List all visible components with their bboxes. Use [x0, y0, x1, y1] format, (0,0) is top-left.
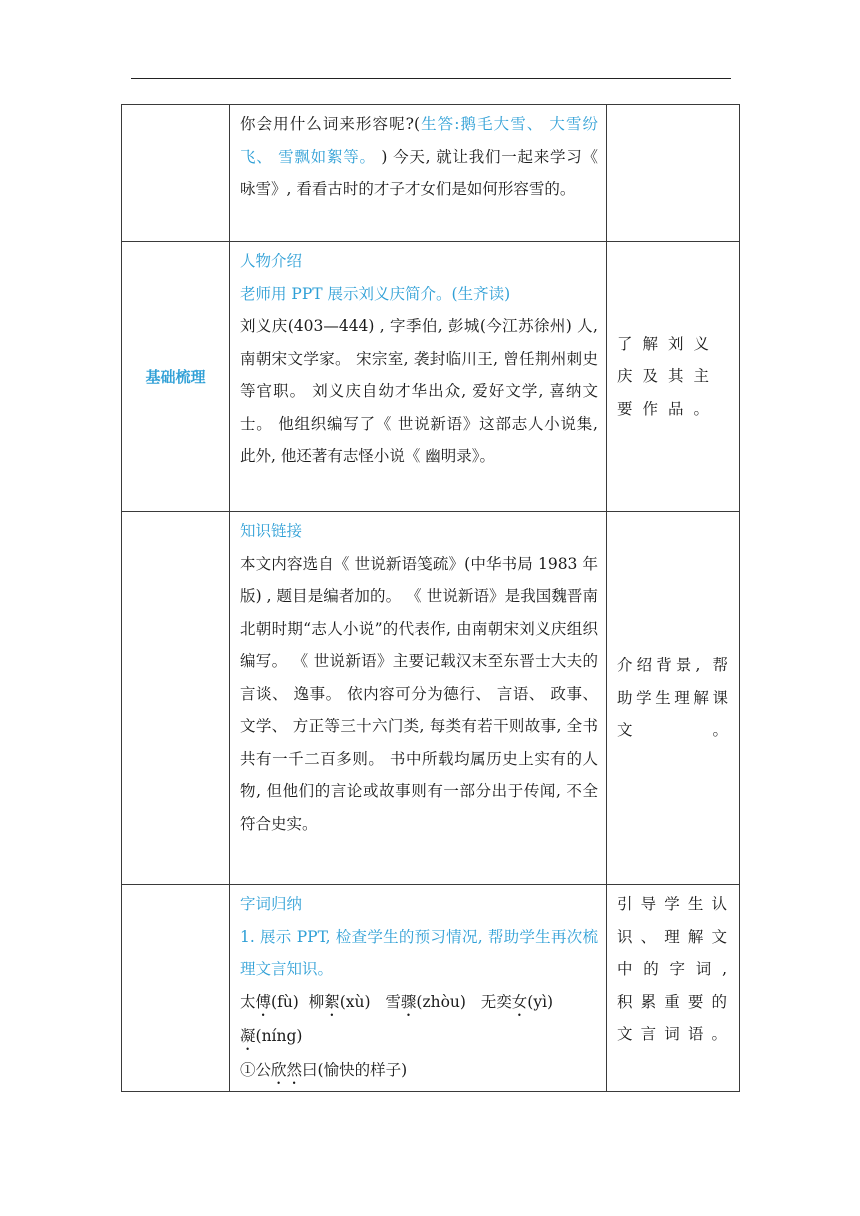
- goal-text: 介绍背景, 帮助学生理解课文。: [617, 656, 731, 740]
- stage-cell: 基础梳理: [122, 242, 230, 512]
- goal-cell: [607, 242, 740, 512]
- content-cell: [230, 512, 607, 885]
- vocab-item: 凝(níng): [240, 1026, 303, 1045]
- content-cell: [230, 105, 607, 242]
- student-answer: 生答:鹅毛大雪、 大雪纷飞、 雪飘如絮等。: [240, 115, 599, 166]
- goal-text: 了解刘义庆及其主要作品。: [617, 334, 717, 418]
- stage-cell: [122, 105, 230, 242]
- section-heading: 人物介绍: [240, 252, 303, 270]
- intro-paragraph: [240, 108, 598, 206]
- table-row: [122, 242, 740, 512]
- header-rule: [131, 78, 731, 79]
- table-row: [122, 105, 740, 242]
- content-cell: [230, 885, 607, 1092]
- author-bio: 刘义庆(403—444) , 字季伯, 彭城(今江苏徐州) 人, 南朝宋文学家。 宋宗室, 袭封临川王, 曾任荆州刺史等官职。 刘义庆自幼才华出众, 爱好文学, 喜纳文士。 他组织编写了《 世说新语》这部志人小说集, 此外, 他还著有志怪小说《 幽明录》。: [240, 317, 598, 465]
- teacher-instruction: 1. 展示 PPT, 检查学生的预习情况, 帮助学生再次梳理文言知识。: [240, 927, 598, 978]
- example-sentence: ①公欣然曰(愉快的样子): [240, 1060, 408, 1079]
- goal-cell: [607, 512, 740, 885]
- intro-text: 你会用什么词来形容呢?(: [240, 115, 421, 133]
- background-paragraph: 本文内容选自《 世说新语笺疏》(中华书局 1983 年版) , 题目是编者加的。 《 世说新语》是我国魏晋南北朝时期“志人小说”的代表作, 由南朝宋刘义庆组织编写。 《 世说新语》主要记载汉末至东晋士大夫的言谈、 逸事。 依内容可分为德行、 言语、 政事、文学、 方正等三十六门类, 每类有若干则故事, 全书共有一千二百多则。 书中所载均属历史上实有的人物, 但他们的言论或故事则有一部分出于传闻, 不全符合史实。: [240, 554, 598, 833]
- stage-cell: [122, 885, 230, 1092]
- section-heading: 知识链接: [240, 522, 303, 540]
- vocab-item: 雪骤(zhòu): [385, 992, 466, 1011]
- goal-cell: [607, 105, 740, 242]
- goal-text: 引导学生认识、理解文中的字词, 积累重要的文言词语。: [617, 895, 731, 1043]
- vocab-list: [240, 986, 598, 1054]
- content-cell: [230, 242, 607, 512]
- intro-text-continued: ) 今天, 就让我们一起来学习《 咏雪》, 看看古时的才子才女们是如何形容雪的。: [240, 147, 598, 198]
- table-row: [122, 512, 740, 885]
- table-row: [122, 885, 740, 1092]
- vocab-item: 太傅(fù): [240, 992, 299, 1011]
- goal-cell: [607, 885, 740, 1092]
- vocab-item: 柳絮(xù): [308, 992, 371, 1011]
- teacher-instruction: 老师用 PPT 展示刘义庆简介。(生齐读): [240, 284, 511, 303]
- stage-cell: [122, 512, 230, 885]
- lesson-plan-table: [121, 104, 740, 1092]
- vocab-item: 无奕女(yì): [480, 992, 554, 1011]
- section-heading: 字词归纳: [240, 895, 303, 913]
